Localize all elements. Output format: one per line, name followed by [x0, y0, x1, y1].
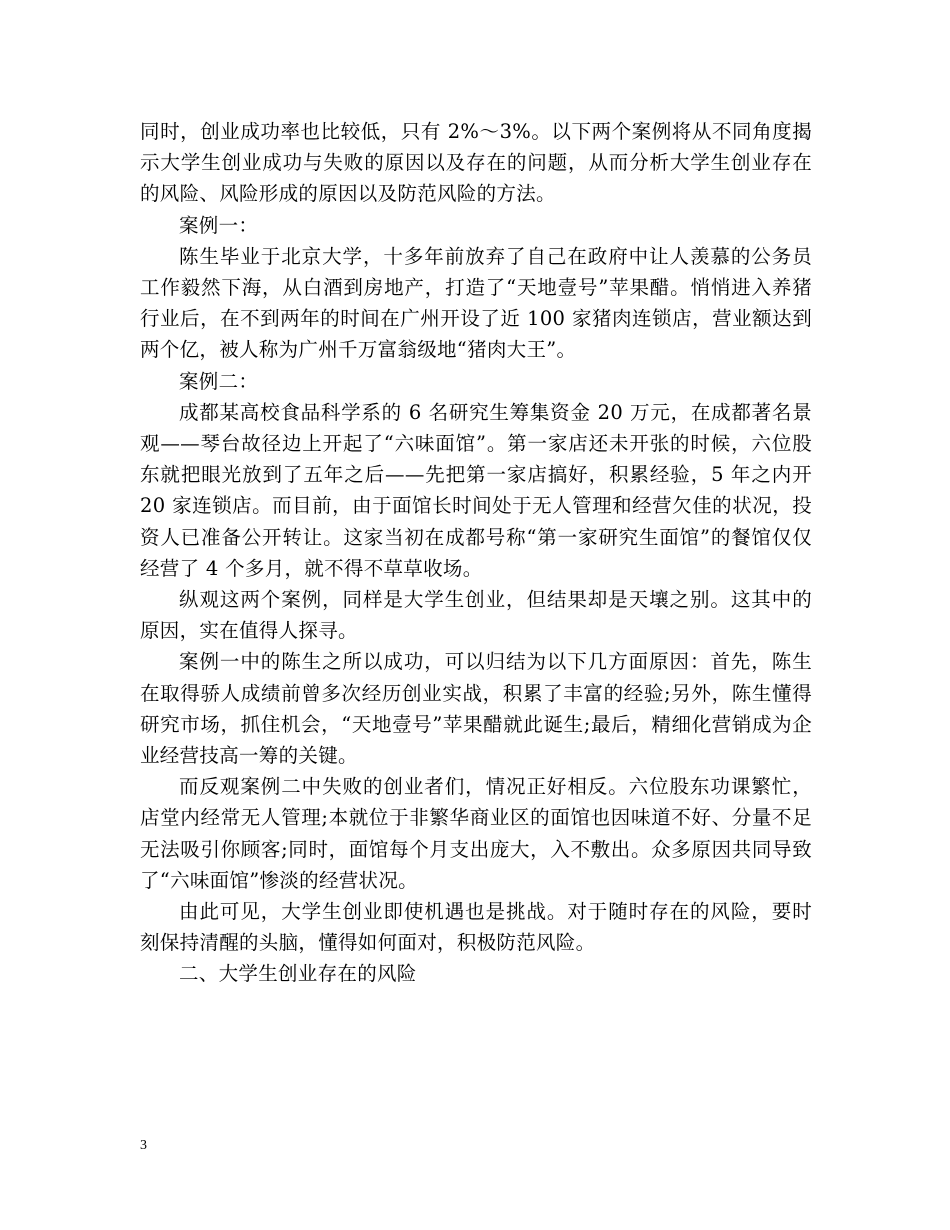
- paragraph-case-two: 成都某高校食品科学系的 6 名研究生筹集资金 20 万元，在成都著名景观——琴台故径边上开起了“六味面馆”。第一家店还未开张的时候，六位股东就把眼光放到了五年之后——先把第一家店搞好，积累经验，5 年之内开 20 家连锁店。而目前，由于面馆长时间处于无人管理和经营欠佳的状况，投资人已准备公开转让。这家当初在成都号称“第一家研究生面馆”的餐馆仅仅经营了 4 个多月，就不得不草草收场。: [140, 400, 812, 580]
- section-heading: 二、大学生创业存在的风险: [179, 962, 417, 986]
- heading-case-one: 案例一：: [179, 213, 259, 237]
- heading-case-two: 案例二：: [179, 369, 259, 393]
- paragraph-case-one: 陈生毕业于北京大学，十多年前放弃了自己在政府中让人羡慕的公务员工作毅然下海，从白酒到房地产，打造了“天地壹号”苹果醋。悄悄进入养猪行业后，在不到两年的时间在广州开设了近 100 家猪肉连锁店，营业额达到两个亿，被人称为广州千万富翁级地“猪肉大王”。: [140, 244, 812, 362]
- paragraph-success-analysis: 案例一中的陈生之所以成功，可以归结为以下几方面原因：首先，陈生在取得骄人成绩前曾多次经历创业实战，积累了丰富的经验;另外，陈生懂得研究市场，抓住机会，“天地壹号”苹果醋就此诞生;最后，精细化营销成为企业经营技高一筹的关键。: [140, 650, 812, 768]
- page-number: 3: [140, 1138, 147, 1153]
- paragraph-overview: 纵观这两个案例，同样是大学生创业，但结果却是天壤之别。这其中的原因，实在值得人探寻。: [140, 588, 812, 643]
- paragraph-intro: 同时，创业成功率也比较低，只有 2%～3%。以下两个案例将从不同角度揭示大学生创业成功与失败的原因以及存在的问题，从而分析大学生创业存在的风险、风险形成的原因以及防范风险的方法。: [140, 120, 812, 206]
- body-text: [140, 116, 812, 990]
- paragraph-failure-analysis: 而反观案例二中失败的创业者们，情况正好相反。六位股东功课繁忙，店堂内经常无人管理;本就位于非繁华商业区的面馆也因味道不好、分量不足无法吸引你顾客;同时，面馆每个月支出庞大，入不敷出。众多原因共同导致了“六味面馆”惨淡的经营状况。: [140, 775, 812, 892]
- paragraph-conclusion: 由此可见，大学生创业即使机遇也是挑战。对于随时存在的风险，要时刻保持清醒的头脑，懂得如何面对，积极防范风险。: [140, 900, 812, 955]
